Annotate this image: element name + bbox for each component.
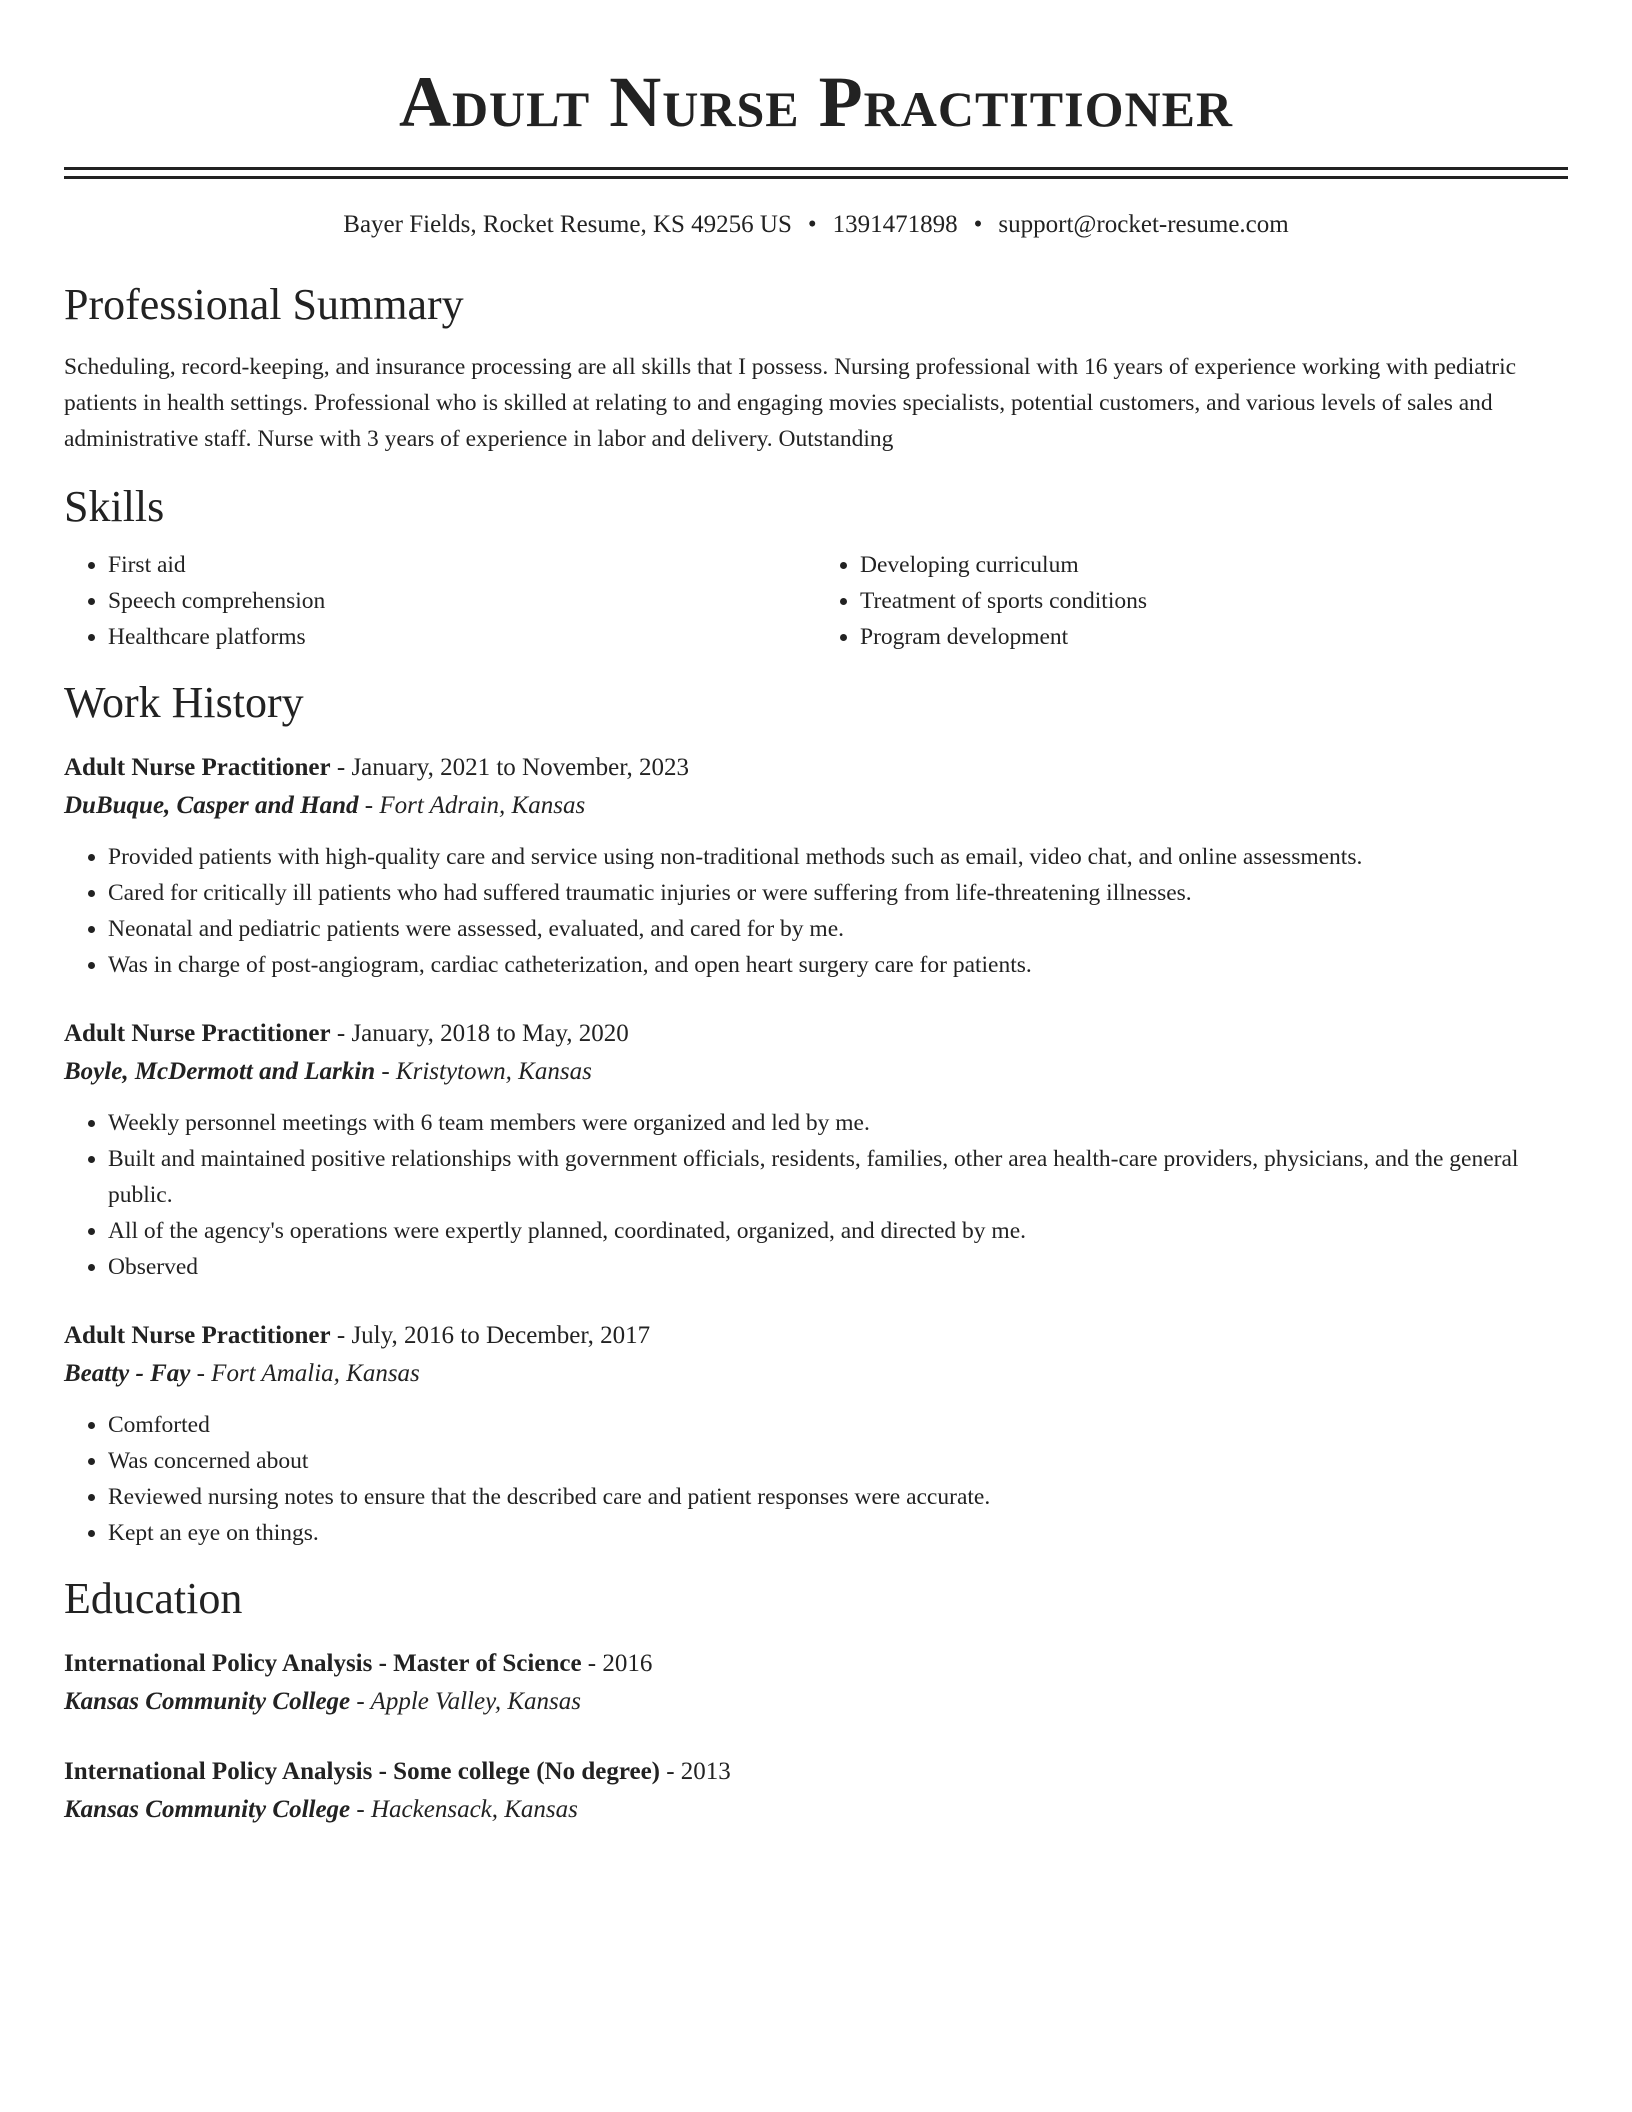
skill-item: • Healthcare platforms [108, 619, 816, 655]
job-dates: - January, 2021 to November, 2023 [330, 754, 690, 781]
job-dates: - July, 2016 to December, 2017 [330, 1322, 651, 1349]
job-bullet: • Observed [108, 1249, 1568, 1285]
job-bullet: • Comforted [108, 1407, 1568, 1443]
education-school-line [64, 1791, 1568, 1829]
job-bullet: • Provided patients with high-quality care and service using non-traditional methods such as email, video chat, and online assessments. [108, 839, 1568, 875]
education-school-line [64, 1683, 1568, 1721]
education-location: - Hackensack, Kansas [350, 1796, 578, 1823]
education-year: - 2016 [581, 1650, 653, 1677]
job-bullet: • All of the agency's operations were expertly planned, coordinated, organized, and directed by me. [108, 1213, 1568, 1249]
skill-item: • First aid [108, 547, 816, 583]
education-degree: International Policy Analysis - Master of Science [64, 1650, 582, 1677]
job-title-line [64, 749, 1568, 787]
contact-address: Bayer Fields, Rocket Resume, KS 49256 US [343, 211, 792, 238]
skills-column-left [64, 547, 816, 655]
contact-separator: • [807, 211, 817, 238]
job-location: - Kristytown, Kansas [375, 1058, 592, 1085]
job-entry [64, 1015, 1568, 1285]
job-entry [64, 749, 1568, 983]
job-company: Beatty - Fay [64, 1360, 191, 1387]
contact-separator: • [973, 211, 983, 238]
job-bullet: • Was concerned about [108, 1443, 1568, 1479]
education-school: Kansas Community College [64, 1796, 351, 1823]
job-company-line [64, 787, 1568, 825]
job-bullet: • Cared for critically ill patients who had suffered traumatic injuries or were suffering from life-threatening illnesses. [108, 875, 1568, 911]
education-year: - 2013 [659, 1758, 731, 1785]
summary-heading: Professional Summary [64, 280, 464, 329]
title-divider-bottom [64, 176, 1568, 179]
job-bullets [64, 1407, 1568, 1551]
contact-line [64, 209, 1568, 241]
skills-heading: Skills [64, 482, 165, 531]
job-title-line [64, 1015, 1568, 1053]
job-entry [64, 1317, 1568, 1551]
skills-column-right [816, 547, 1568, 655]
resume-title: Adult Nurse Practitioner [398, 62, 1234, 142]
skill-item: • Treatment of sports conditions [860, 583, 1568, 619]
job-title: Adult Nurse Practitioner [64, 1020, 331, 1047]
job-bullets [64, 839, 1568, 983]
education-school: Kansas Community College [64, 1688, 351, 1715]
job-company-line [64, 1053, 1568, 1091]
job-company-line [64, 1355, 1568, 1393]
job-location: - Fort Amalia, Kansas [190, 1360, 420, 1387]
job-location: - Fort Adrain, Kansas [358, 792, 586, 819]
job-bullet: • Neonatal and pediatric patients were assessed, evaluated, and cared for by me. [108, 911, 1568, 947]
education-degree-line [64, 1645, 1568, 1683]
job-title: Adult Nurse Practitioner [64, 754, 331, 781]
education-degree-line [64, 1753, 1568, 1791]
job-bullet: • Kept an eye on things. [108, 1515, 1568, 1551]
education-location: - Apple Valley, Kansas [350, 1688, 581, 1715]
education-heading: Education [64, 1574, 243, 1623]
job-dates: - January, 2018 to May, 2020 [330, 1020, 629, 1047]
job-bullet: • Built and maintained positive relationships with government officials, residents, families, other area health-care providers, physicians, and the general public. [108, 1141, 1568, 1213]
skill-item: • Program development [860, 619, 1568, 655]
skill-item: • Speech comprehension [108, 583, 816, 619]
title-divider-top [64, 167, 1568, 170]
job-bullet: • Weekly personnel meetings with 6 team members were organized and led by me. [108, 1105, 1568, 1141]
job-title-line [64, 1317, 1568, 1355]
work-history-heading: Work History [64, 678, 304, 727]
skills-list [64, 547, 1568, 655]
job-company: Boyle, McDermott and Larkin [64, 1058, 376, 1085]
job-bullet: • Reviewed nursing notes to ensure that the described care and patient responses were accurate. [108, 1479, 1568, 1515]
education-entry [64, 1753, 1568, 1829]
job-company: DuBuque, Casper and Hand [64, 792, 359, 819]
education-degree: International Policy Analysis - Some college (No degree) [64, 1758, 660, 1785]
contact-phone: 1391471898 [832, 211, 958, 238]
job-bullet: • Was in charge of post-angiogram, cardiac catheterization, and open heart surgery care for patients. [108, 947, 1568, 983]
skill-item: • Developing curriculum [860, 547, 1568, 583]
job-title: Adult Nurse Practitioner [64, 1322, 331, 1349]
contact-email: support@rocket-resume.com [998, 211, 1289, 238]
summary-text: Scheduling, record-keeping, and insurance processing are all skills that I possess. Nursing professional with 16 years of experience working with pediatric patients in health settings. Professional who is skilled at relating to and engaging movies specialists, potential customers, and various levels of sales and administrative staff. Nurse with 3 years of experience in labor and delivery. Outstanding [64, 354, 1517, 452]
education-entry [64, 1645, 1568, 1721]
job-bullets [64, 1105, 1568, 1285]
